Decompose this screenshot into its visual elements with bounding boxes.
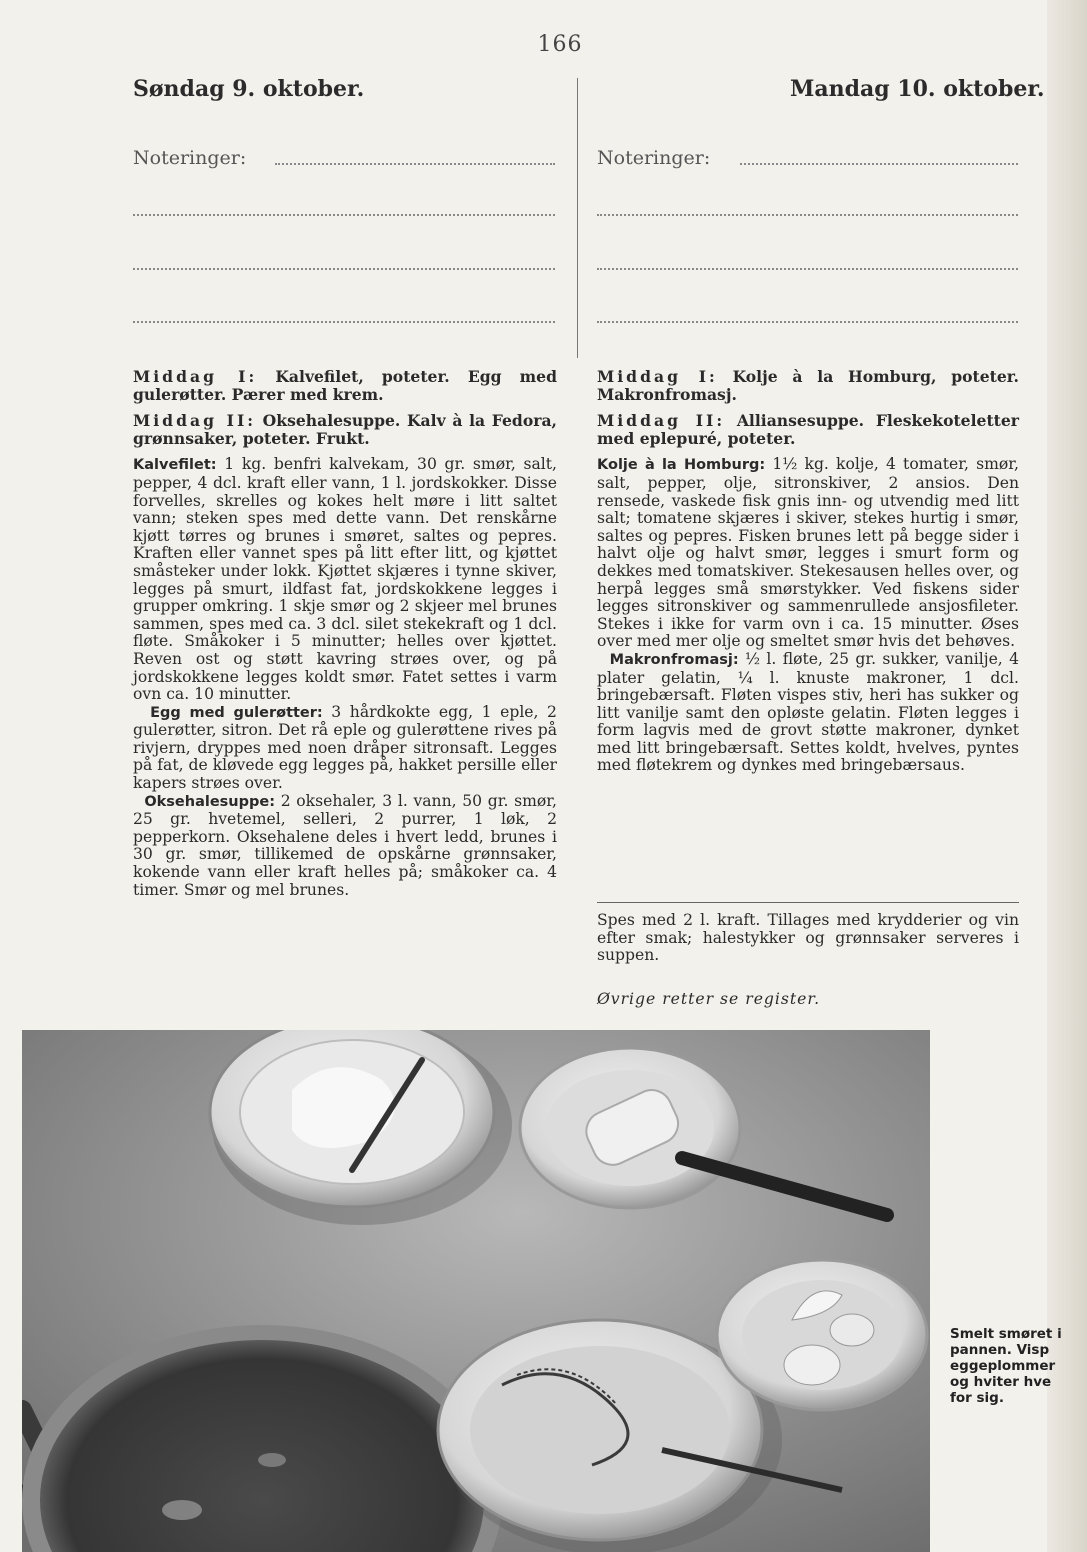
notes-label-right: Noteringer: [597, 147, 711, 169]
notes-line-left [133, 214, 555, 216]
page-number: 166 [537, 32, 583, 57]
caption-line: og hviter hve [950, 1374, 1052, 1390]
page-edge [1047, 0, 1087, 1552]
recipe-egg-med-gulerotter: Egg med gulerøtter: 3 hårdkokte egg, 1 eple, 2 gulerøtter, sitron. Det rå eple og gulerøttene rives på rivjern, dryppes med noen dråper sitronsaft. Legges på fat, de kløvede egg legges på, hakket persille eller kapers strøes over. [133, 702, 557, 793]
column-divider [577, 78, 578, 358]
menu-1-right: Middag I: Kolje à la Homburg, poteter. Makronfromasj. [597, 367, 1019, 404]
caption-line: pannen. Visp [950, 1342, 1050, 1358]
cooking-photo [22, 1030, 930, 1552]
caption-line: eggeplommer [950, 1358, 1056, 1374]
photo-caption [950, 1326, 1080, 1406]
caption-line: Smelt smøret i [950, 1326, 1062, 1342]
notes-label-left: Noteringer: [133, 147, 247, 169]
notes-line-left [133, 268, 555, 270]
recipe-kalvefilet: Kalvefilet: 1 kg. benfri kalvekam, 30 gr. smør, salt, pepper, 4 dcl. kraft eller vann, 1 l. jordskokker. Disse forvelles, skrelles og kokes helt møre i litt saltet vann; steken spes med dette vann. Det renskårne kjøtt tørres og brunes i smøret, saltes og pepres. Kraften eller vannet spes på litt efter litt, og kjøttet småsteker under lokk. Kjøttet skjæres i tynne skiver, legges på smurt, ildfast fat, jordskokkene legges i grupper omkring. 1 skje smør og 2 skjeer mel brunes sammen, spes med ca. 3 dcl. silet stekekraft og 1 dcl. fløte. Småkoker i 5 minutter; helles over kjøttet. Reven ost og støtt kavring strøes over, og på jordskokkene legges koldt smør. Fatet settes i varm ovn ca. 10 minutter. [133, 455, 557, 704]
recipe-makronfromasj: Makronfromasj: ½ l. fløte, 25 gr. sukker, vanilje, 4 plater gelatin, ¼ l. knuste makroner, 1 dcl. bringebærsaft. Fløten vispes stiv, heri has sukker og litt vanilje samt den opløste gelatin. Fløten legges i form lagvis med de grovt støtte makroner, dynket med litt bringebærsaft. Settes koldt, hvelves, pyntes med fløtekrem og dynkes med bringebærsaus. [597, 649, 1019, 775]
notes-line-right [597, 268, 1018, 270]
notes-line-right [597, 214, 1018, 216]
menu-2-right: Middag II: Alliansesuppe. Fleskekoteletter med eplepuré, poteter. [597, 411, 1019, 448]
notes-line-left [275, 163, 555, 165]
day-heading-right: Mandag 10. oktober. [790, 76, 1045, 102]
menu-2-left: Middag II: Oksehalesuppe. Kalv à la Fedora, grønnsaker, poteter. Frukt. [133, 411, 557, 448]
cooking-photo-illustration [22, 1030, 930, 1552]
notes-line-right [597, 321, 1018, 323]
notes-line-right [740, 163, 1018, 165]
notes-line-left [133, 321, 555, 323]
section-rule [597, 902, 1019, 903]
left-column [133, 368, 557, 899]
menu-1-left: Middag I: Kalvefilet, poteter. Egg med gulerøtter. Pærer med krem. [133, 367, 557, 404]
continued-note: Spes med 2 l. kraft. Tillages med krydderier og vin efter smak; halestykker og grønnsaker serveres i suppen. [597, 911, 1019, 965]
caption-line: for sig. [950, 1390, 1004, 1406]
recipe-kolje-a-la-homburg: Kolje à la Homburg: 1½ kg. kolje, 4 tomater, smør, salt, pepper, olje, sitronskiver, 2 ansios. Den rensede, vaskede fisk gnis inn- og utvendig med litt salt; tomatene skjæres i skiver, stekes hurtig i smør, saltes og pepres. Fisken brunes lett på begge sider i halvt olje og halvt smør, legges i smurt form og dekkes med tomatskiver. Stekesausen helles over, og herpå legges små smørstykker. Ved fiskens sider legges sitronskiver og sammenrullede ansjosfileter. Stekes i ikke for varm ovn i ca. 15 minutter. Øses over med mer olje og smeltet smør hvis det behøves. [597, 455, 1019, 651]
other-recipes-note: Øvrige retter se register. [597, 990, 821, 1008]
day-heading-left: Søndag 9. oktober. [133, 76, 365, 102]
recipe-oksehalesuppe: Oksehalesuppe: 2 oksehaler, 3 l. vann, 50 gr. smør, 25 gr. hvetemel, selleri, 2 purrer, 1 løk, 2 pepperkorn. Oksehalene deles i hvert ledd, brunes i 30 gr. smør, tillikemed de opskårne grønnsaker, kokende vann eller kraft helles på; småkoker ca. 4 timer. Smør og mel brunes. [133, 791, 557, 899]
right-column [597, 368, 1019, 775]
